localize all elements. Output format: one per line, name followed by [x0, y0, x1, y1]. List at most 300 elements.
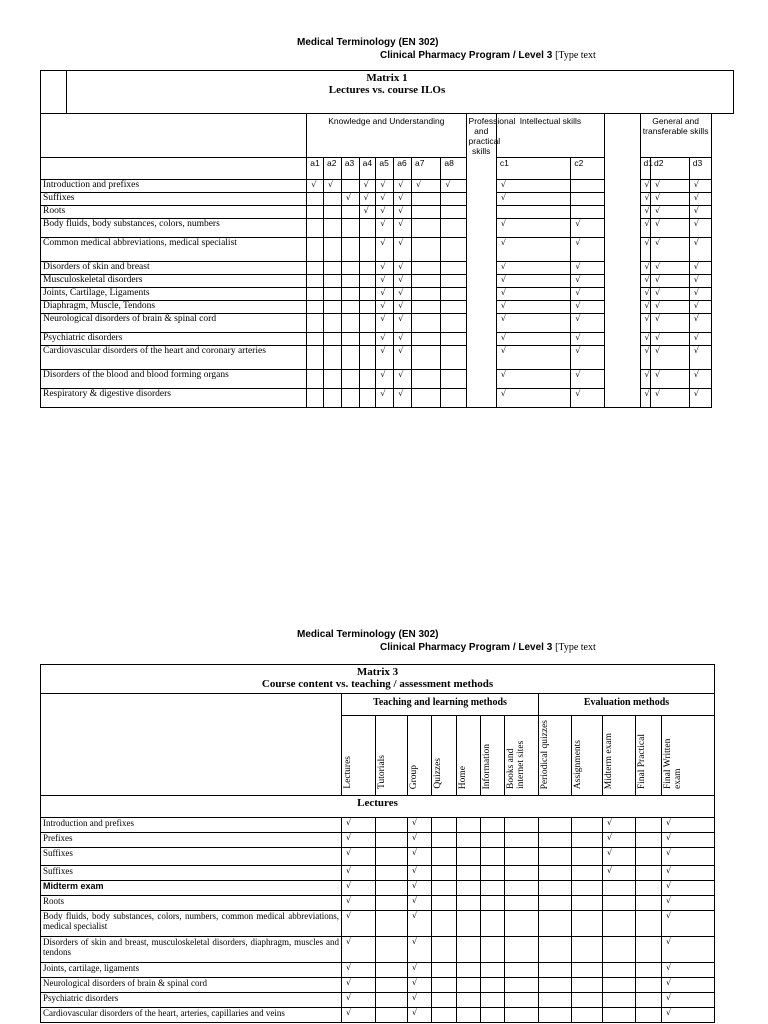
check-cell: [572, 993, 603, 1008]
row-label: Disorders of skin and breast, musculoskeletal disorders, diaphragm, muscles and tendons: [41, 937, 342, 963]
check-cell-c2: √: [571, 333, 605, 346]
check-cell: [636, 881, 662, 896]
check-cell: √: [662, 978, 715, 993]
check-cell: [432, 848, 457, 866]
check-cell: [636, 866, 662, 881]
check-cell-d3: √: [689, 180, 711, 193]
check-cell-d2: √: [650, 333, 689, 346]
check-cell-a7: [412, 238, 441, 262]
check-cell: [539, 963, 572, 978]
row-label: Prefixes: [41, 833, 342, 848]
check-cell-a5: √: [376, 238, 394, 262]
code-a1: a1: [307, 158, 324, 180]
check-cell-a8: √: [441, 180, 466, 193]
row-label: Introduction and prefixes: [41, 180, 307, 193]
check-cell-d1: √: [640, 180, 650, 193]
check-cell-d2: √: [650, 275, 689, 288]
check-cell: [572, 881, 603, 896]
check-cell: [505, 818, 539, 833]
check-cell-c2: √: [571, 238, 605, 262]
code-a4: a4: [359, 158, 376, 180]
check-cell-a5: √: [376, 219, 394, 238]
check-cell-d3: √: [689, 262, 711, 275]
table-row: [41, 911, 715, 937]
check-cell-d2: √: [650, 238, 689, 262]
check-cell-a6: √: [394, 333, 412, 346]
check-cell: [603, 937, 636, 963]
check-cell: √: [603, 818, 636, 833]
check-cell: [572, 911, 603, 937]
group-knowledge: Knowledge and Understanding: [307, 114, 466, 158]
check-cell: [432, 818, 457, 833]
check-cell: [539, 978, 572, 993]
check-cell: [481, 978, 505, 993]
check-cell-c2: √: [571, 389, 605, 408]
group-evaluation: Evaluation methods: [539, 694, 715, 716]
check-cell: [572, 866, 603, 881]
check-cell: [636, 896, 662, 911]
check-cell-d1: √: [640, 389, 650, 408]
check-cell-a7: [412, 193, 441, 206]
check-cell: [457, 833, 481, 848]
check-cell: [376, 993, 408, 1008]
check-cell-a7: [412, 275, 441, 288]
check-cell-c1: √: [496, 370, 570, 389]
check-cell: [539, 896, 572, 911]
check-cell: [457, 881, 481, 896]
check-cell: √: [662, 963, 715, 978]
row-label: Suffixes: [41, 193, 307, 206]
table-row: [41, 978, 715, 993]
row-label: Body fluids, body substances, colors, numbers, common medical abbreviations, medical specialist: [41, 911, 342, 937]
table-row: [41, 937, 715, 963]
check-cell-a3: [341, 262, 359, 275]
code-row-label: [41, 158, 307, 180]
check-cell-a8: [441, 275, 466, 288]
check-cell-d3: √: [689, 301, 711, 314]
check-cell: [505, 911, 539, 937]
check-cell: [505, 937, 539, 963]
check-cell: [376, 963, 408, 978]
check-cell: [636, 818, 662, 833]
check-cell: [432, 978, 457, 993]
check-cell: √: [408, 833, 432, 848]
check-cell: [572, 937, 603, 963]
check-cell-a1: [307, 262, 324, 275]
check-cell-a7: [412, 333, 441, 346]
check-cell: [432, 911, 457, 937]
code-c2: c2: [571, 158, 605, 180]
check-cell-a8: [441, 301, 466, 314]
check-cell: [376, 848, 408, 866]
check-cell-a8: [441, 219, 466, 238]
check-cell-c2: √: [571, 219, 605, 238]
table-row: [41, 963, 715, 978]
column-header-label: Periodical quizzes: [540, 719, 550, 789]
check-cell: [603, 1008, 636, 1023]
check-cell: √: [603, 833, 636, 848]
check-cell: [432, 866, 457, 881]
column-header: [603, 716, 636, 796]
check-cell: [539, 833, 572, 848]
check-cell-a4: [359, 370, 376, 389]
check-cell: √: [342, 818, 376, 833]
check-cell-a8: [441, 288, 466, 301]
check-cell-a3: [341, 346, 359, 370]
check-cell: [481, 881, 505, 896]
check-cell: √: [662, 1008, 715, 1023]
row-label: Psychiatric disorders: [41, 333, 307, 346]
check-cell: [636, 1008, 662, 1023]
group-teaching: Teaching and learning methods: [342, 694, 539, 716]
check-cell-a6: √: [394, 219, 412, 238]
row-label: Cardiovascular disorders of the heart and coronary arteries: [41, 346, 307, 370]
check-cell-d3: √: [689, 193, 711, 206]
check-cell-c1: √: [496, 333, 570, 346]
check-cell-c2: √: [571, 370, 605, 389]
column-header-label: Home: [458, 765, 468, 789]
check-cell-c1: √: [496, 180, 570, 193]
check-cell-a2: [324, 206, 342, 219]
check-cell-a6: √: [394, 346, 412, 370]
matrix1-subtitle: Lectures vs. course ILOs: [328, 84, 446, 96]
code-a6: a6: [394, 158, 412, 180]
check-cell-a5: √: [376, 314, 394, 333]
check-cell-a1: [307, 275, 324, 288]
check-cell-d2: √: [650, 193, 689, 206]
column-header: [408, 716, 432, 796]
check-cell-a1: [307, 193, 324, 206]
check-cell-a6: √: [394, 193, 412, 206]
check-cell: √: [408, 848, 432, 866]
check-cell: √: [408, 818, 432, 833]
check-cell-d2: √: [650, 288, 689, 301]
check-cell: [481, 848, 505, 866]
check-cell: [636, 937, 662, 963]
check-cell: √: [662, 866, 715, 881]
check-cell-a4: [359, 262, 376, 275]
check-cell-a6: √: [394, 206, 412, 219]
check-cell-a8: [441, 206, 466, 219]
table-row: [41, 993, 715, 1008]
check-cell-a2: [324, 314, 342, 333]
check-cell-a8: [441, 370, 466, 389]
type-text-placeholder: [Type text: [555, 642, 596, 653]
check-cell: [481, 866, 505, 881]
check-cell: [481, 911, 505, 937]
check-cell-a1: [307, 238, 324, 262]
group-general: General and transferable skills: [640, 114, 711, 158]
check-cell: √: [342, 993, 376, 1008]
check-cell: [376, 911, 408, 937]
code-d3: d3: [689, 158, 711, 180]
check-cell: √: [603, 848, 636, 866]
check-cell: √: [408, 896, 432, 911]
check-cell: [457, 937, 481, 963]
check-cell-a2: [324, 193, 342, 206]
check-cell-a8: [441, 333, 466, 346]
check-cell-a5: √: [376, 288, 394, 301]
check-cell: [457, 896, 481, 911]
check-cell-a2: [324, 301, 342, 314]
check-cell: [376, 896, 408, 911]
row-label: Midterm exam: [41, 881, 342, 896]
check-cell-d3: √: [689, 288, 711, 301]
check-cell-c1: √: [496, 288, 570, 301]
check-cell: [603, 896, 636, 911]
check-cell: [481, 937, 505, 963]
check-cell: [481, 896, 505, 911]
check-cell-d3: √: [689, 370, 711, 389]
check-cell: [603, 963, 636, 978]
check-cell-a1: [307, 333, 324, 346]
matrix1-title: Matrix 1: [366, 72, 408, 84]
check-cell-a1: [307, 206, 324, 219]
check-cell-a2: [324, 389, 342, 408]
check-cell-a3: [341, 333, 359, 346]
code-a8: a8: [441, 158, 466, 180]
check-cell-a3: [341, 180, 359, 193]
check-cell: [432, 963, 457, 978]
check-cell-a4: [359, 333, 376, 346]
check-cell: [481, 833, 505, 848]
check-cell: [572, 848, 603, 866]
check-cell-a3: [341, 238, 359, 262]
row-label: Psychiatric disorders: [41, 993, 342, 1008]
check-cell-a4: √: [359, 180, 376, 193]
check-cell-a8: [441, 238, 466, 262]
check-cell-a2: [324, 288, 342, 301]
check-cell-d2: √: [650, 346, 689, 370]
check-cell: √: [662, 896, 715, 911]
check-cell: [432, 896, 457, 911]
check-cell-a1: [307, 301, 324, 314]
check-cell: √: [408, 937, 432, 963]
check-cell-a5: √: [376, 193, 394, 206]
check-cell-a3: [341, 288, 359, 301]
check-cell: [376, 937, 408, 963]
check-cell: [481, 963, 505, 978]
code-d2: d2: [650, 158, 689, 180]
row-label: Joints, cartilage, ligaments: [41, 963, 342, 978]
row-label: Roots: [41, 896, 342, 911]
code-a7: a7: [412, 158, 441, 180]
check-cell: [432, 993, 457, 1008]
check-cell-d1: √: [640, 219, 650, 238]
check-cell-a6: √: [394, 314, 412, 333]
group-intellectual: Intellectual skills: [496, 114, 604, 158]
check-cell-d3: √: [689, 219, 711, 238]
check-cell: [376, 978, 408, 993]
check-cell: [572, 1008, 603, 1023]
check-cell-a3: [341, 206, 359, 219]
check-cell-a4: [359, 238, 376, 262]
check-cell-c2: [571, 180, 605, 193]
check-cell: [457, 993, 481, 1008]
check-cell: [505, 833, 539, 848]
check-cell-c1: √: [496, 238, 570, 262]
check-cell-c2: √: [571, 301, 605, 314]
check-cell-d2: √: [650, 370, 689, 389]
row-label: Diaphragm, Muscle, Tendons: [41, 301, 307, 314]
check-cell: [376, 866, 408, 881]
check-cell: [539, 881, 572, 896]
check-cell-d3: √: [689, 389, 711, 408]
column-header: [376, 716, 408, 796]
check-cell-a7: [412, 346, 441, 370]
check-cell-a8: [441, 389, 466, 408]
check-cell: [432, 1008, 457, 1023]
matrix3-subtitle: Course content vs. teaching / assessment methods: [261, 678, 494, 690]
check-cell-d1: √: [640, 370, 650, 389]
check-cell: √: [662, 848, 715, 866]
check-cell-a2: [324, 219, 342, 238]
check-cell-d1: √: [640, 333, 650, 346]
check-cell-a1: [307, 370, 324, 389]
code-a3: a3: [341, 158, 359, 180]
check-cell-a6: √: [394, 389, 412, 408]
check-cell-a4: √: [359, 206, 376, 219]
check-cell-a4: [359, 219, 376, 238]
check-cell-d3: √: [689, 314, 711, 333]
check-cell-a8: [441, 346, 466, 370]
check-cell-c2: √: [571, 346, 605, 370]
check-cell: [481, 1008, 505, 1023]
check-cell-c2: [571, 206, 605, 219]
row-label: Cardiovascular disorders of the heart, arteries, capillaries and veins: [41, 1008, 342, 1023]
check-cell: [457, 978, 481, 993]
check-cell-a5: √: [376, 370, 394, 389]
check-cell-c2: √: [571, 275, 605, 288]
check-cell: [457, 963, 481, 978]
matrix3-corner: [41, 694, 342, 796]
column-header: [505, 716, 539, 796]
check-cell: [505, 866, 539, 881]
check-cell-d3: √: [689, 346, 711, 370]
check-cell-a3: √: [341, 193, 359, 206]
row-label: Suffixes: [41, 848, 342, 866]
table-row: [41, 818, 715, 833]
check-cell-a7: [412, 219, 441, 238]
column-header: [481, 716, 505, 796]
check-cell: √: [662, 937, 715, 963]
check-cell-d2: √: [650, 180, 689, 193]
program-level: Clinical Pharmacy Program / Level 3: [380, 50, 553, 61]
check-cell-a5: √: [376, 275, 394, 288]
check-cell-c1: √: [496, 389, 570, 408]
column-header-label: Information: [482, 743, 492, 789]
check-cell-c1: [496, 206, 570, 219]
check-cell-d2: √: [650, 206, 689, 219]
row-label: Neurological disorders of brain & spinal cord: [41, 314, 307, 333]
check-cell: √: [342, 963, 376, 978]
check-cell-a4: [359, 346, 376, 370]
page2-header-line1: Medical Terminology (EN 302): [297, 629, 439, 640]
column-header-label: Assignments: [573, 739, 583, 789]
check-cell-a4: [359, 288, 376, 301]
group-professional: Professional and practical skills: [466, 114, 496, 408]
code-a2: a2: [324, 158, 342, 180]
check-cell: [457, 848, 481, 866]
check-cell-a3: [341, 389, 359, 408]
check-cell: √: [342, 881, 376, 896]
column-header-label: Books and internet sites: [506, 740, 526, 789]
table-row: [41, 848, 715, 866]
check-cell-a4: [359, 275, 376, 288]
check-cell: [505, 848, 539, 866]
check-cell-d3: √: [689, 238, 711, 262]
spacer-column: [604, 114, 640, 408]
check-cell-c1: √: [496, 219, 570, 238]
check-cell: √: [342, 978, 376, 993]
check-cell: [572, 896, 603, 911]
check-cell-a8: [441, 262, 466, 275]
row-label: Respiratory & digestive disorders: [41, 389, 307, 408]
check-cell-a7: [412, 206, 441, 219]
check-cell: [457, 911, 481, 937]
check-cell: √: [342, 937, 376, 963]
check-cell: √: [662, 993, 715, 1008]
check-cell: [603, 978, 636, 993]
check-cell-d2: √: [650, 301, 689, 314]
check-cell-a1: [307, 314, 324, 333]
row-label: Neurological disorders of brain & spinal cord: [41, 978, 342, 993]
check-cell: [539, 848, 572, 866]
page2-header-line2: [380, 642, 596, 653]
check-cell: [505, 993, 539, 1008]
column-header-label: Final Written exam: [663, 738, 683, 789]
check-cell: [636, 848, 662, 866]
check-cell-a5: √: [376, 389, 394, 408]
check-cell: √: [408, 866, 432, 881]
check-cell-d1: √: [640, 238, 650, 262]
check-cell-a2: [324, 333, 342, 346]
check-cell: [636, 911, 662, 937]
table-row: [41, 881, 715, 896]
check-cell-a5: √: [376, 333, 394, 346]
check-cell: [572, 818, 603, 833]
check-cell-a5: √: [376, 262, 394, 275]
row-label: Disorders of the blood and blood forming organs: [41, 370, 307, 389]
row-label: Musculoskeletal disorders: [41, 275, 307, 288]
column-header: [432, 716, 457, 796]
check-cell-d2: √: [650, 314, 689, 333]
check-cell: √: [342, 896, 376, 911]
column-header-label: Midterm exam: [604, 732, 614, 789]
check-cell-a1: [307, 346, 324, 370]
check-cell-c1: √: [496, 314, 570, 333]
check-cell-a2: [324, 346, 342, 370]
check-cell: √: [408, 993, 432, 1008]
check-cell: [505, 896, 539, 911]
check-cell-d3: √: [689, 333, 711, 346]
check-cell-c1: √: [496, 193, 570, 206]
check-cell-a8: [441, 193, 466, 206]
check-cell: [505, 963, 539, 978]
check-cell: [505, 1008, 539, 1023]
check-cell-a6: √: [394, 275, 412, 288]
check-cell-d1: √: [640, 193, 650, 206]
check-cell: [539, 911, 572, 937]
check-cell-a1: [307, 288, 324, 301]
check-cell-a3: [341, 275, 359, 288]
check-cell: [603, 993, 636, 1008]
check-cell-a2: [324, 370, 342, 389]
column-header-label: Tutorials: [377, 755, 387, 789]
column-header-label: Lectures: [343, 756, 353, 789]
check-cell: [636, 978, 662, 993]
check-cell: √: [408, 978, 432, 993]
